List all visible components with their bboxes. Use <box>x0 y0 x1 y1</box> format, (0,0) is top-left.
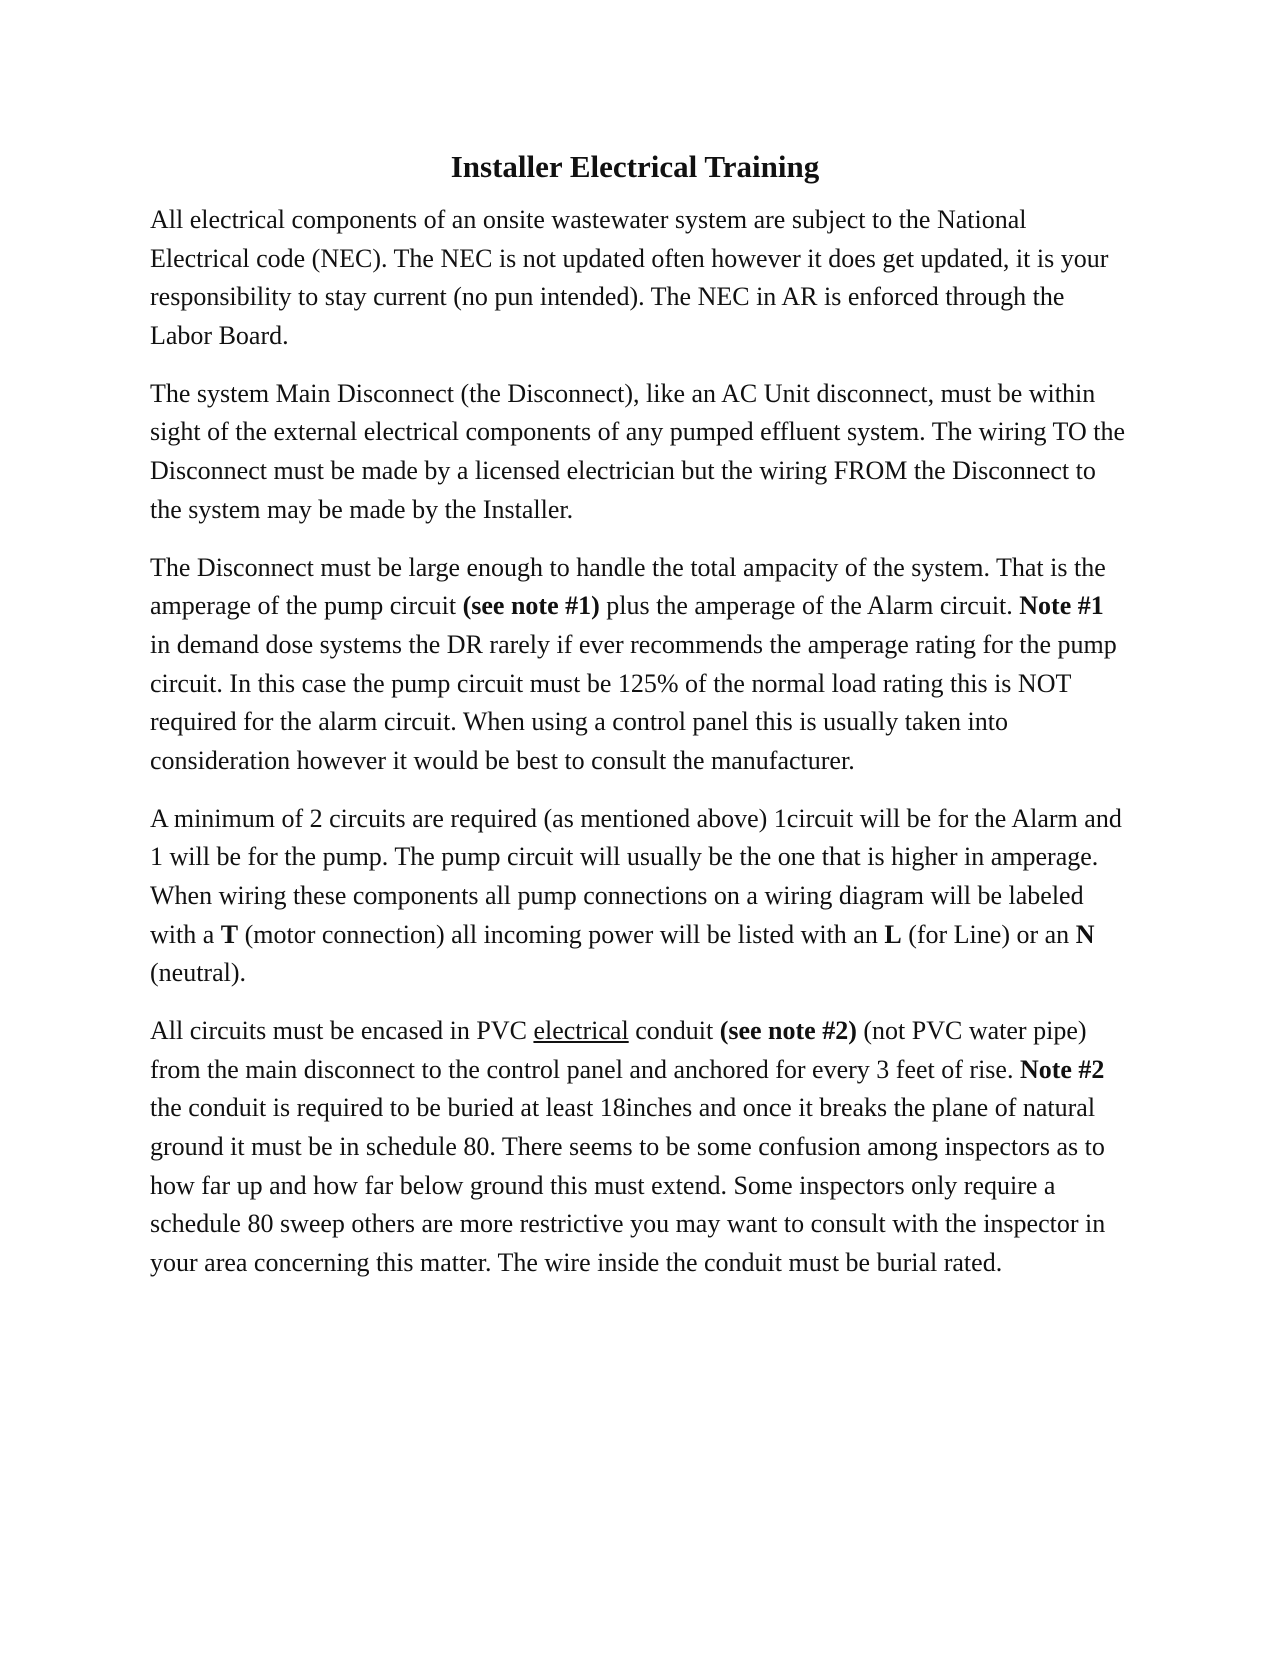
text-span: The Disconnect must be large enough to handle the total ampacity of the system. That is the amperage of the pump circuit <box>150 552 1106 621</box>
text-span: the conduit is required to be buried at least 18inches and once it breaks the plane of natural ground it must be in schedule 80. There seems to be some confusion among inspectors as to how far up and how far below ground this must extend. Some inspectors only require a schedule 80 sweep others are more restrictive you may want to consult with the inspector in your area concerning this matter. The wire inside the conduit must be burial rated. <box>150 1093 1106 1277</box>
bold-note-reference: (see note #2) <box>719 1016 857 1046</box>
paragraph-nec-overview: All electrical components of an onsite wastewater system are subject to the National Electrical code (NEC). The NEC is not updated often however it does get updated, it is your responsibility to stay current (no pun intended). The NEC in AR is enforced through the Labor Board. <box>150 205 1109 350</box>
bold-note-reference: (see note #1) <box>462 591 600 621</box>
text-span: All circuits must be encased in PVC <box>150 1016 534 1046</box>
bold-note-label: Note #1 <box>1019 591 1104 621</box>
paragraph-conduit <box>150 1012 1130 1282</box>
text-span: (motor connection) all incoming power will be listed with an <box>238 919 885 949</box>
bold-symbol-l: L <box>884 919 902 949</box>
bold-note-label: Note #2 <box>1019 1054 1105 1084</box>
document-title: Installer Electrical Training <box>450 149 820 184</box>
paragraph-circuits <box>150 800 1130 993</box>
bold-symbol-n: N <box>1075 919 1095 949</box>
text-span: (neutral). <box>150 958 247 988</box>
text-span: conduit <box>628 1016 720 1046</box>
text-span: (for Line) or an <box>901 919 1076 949</box>
document-page <box>150 145 1130 1302</box>
paragraph-disconnect-ampacity <box>150 549 1130 781</box>
text-span: in demand dose systems the DR rarely if ever recommends the amperage rating for the pump circuit. In this case the pump circuit must be 125% of the normal load rating this is NOT required for the alarm circuit. When using a control panel this is usually taken into consideration however it would be best to consult the manufacturer. <box>150 629 1117 775</box>
paragraph-main-disconnect: The system Main Disconnect (the Disconnect), like an AC Unit disconnect, must be within sight of the external electrical components of any pumped effluent system. The wiring TO the Disconnect must be made by a licensed electrician but the wiring FROM the Disconnect to the system may be made by the Installer. <box>150 378 1125 524</box>
text-span: A minimum of 2 circuits are required (as mentioned above) 1circuit will be for the Alarm and 1 will be for the pump. The pump circuit will usually be the one that is higher in amperage. When wiring these components all pump connections on a wiring diagram will be labeled with a <box>150 803 1122 949</box>
bold-symbol-t: T <box>220 919 239 949</box>
text-span: (not PVC water pipe) from the main disconnect to the control panel and anchored for every 3 feet of rise. <box>150 1016 1087 1084</box>
underlined-word: electrical <box>533 1016 629 1046</box>
text-span: plus the amperage of the Alarm circuit. <box>599 591 1020 621</box>
